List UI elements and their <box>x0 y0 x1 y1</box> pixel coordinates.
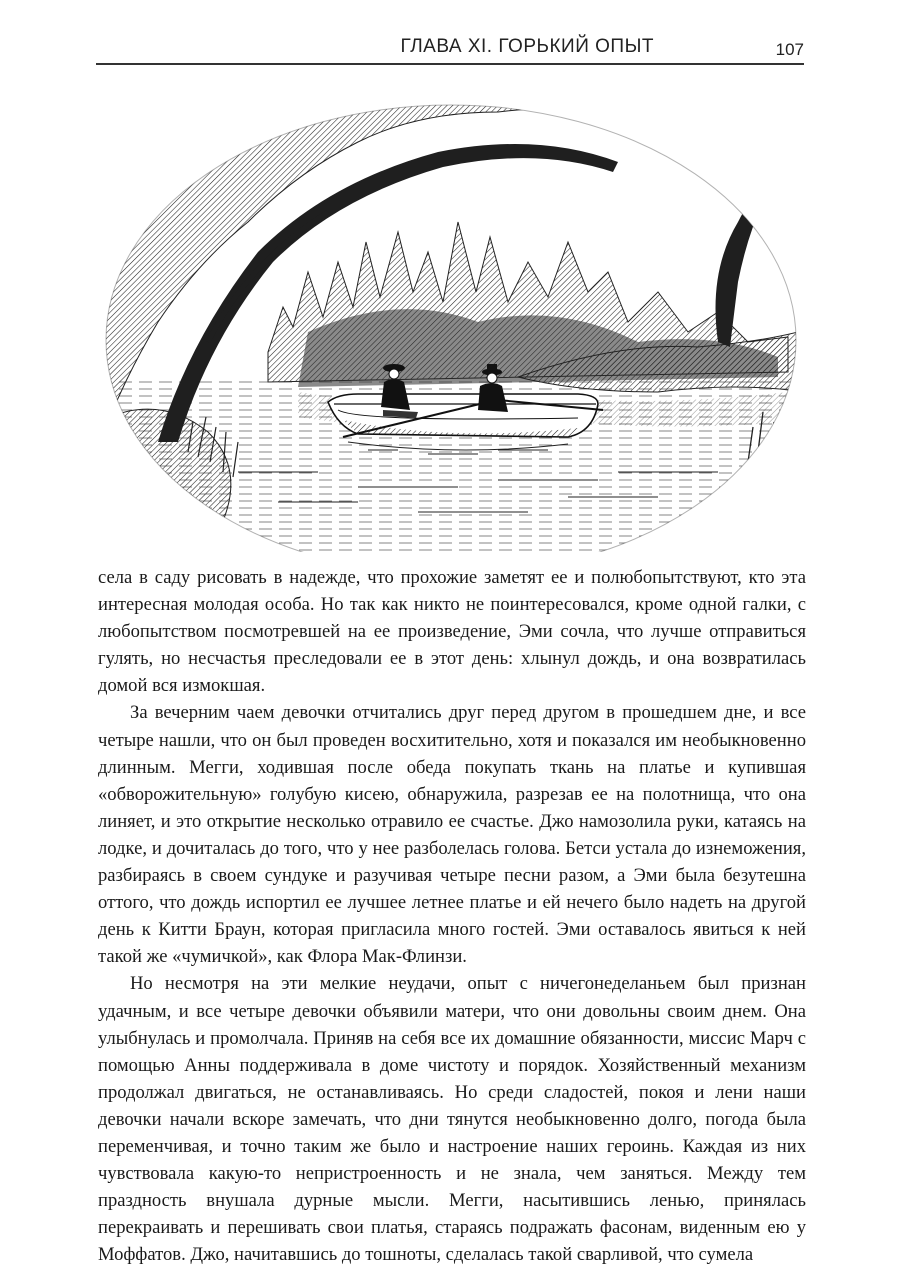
paragraph: За вечерним чаем девочки отчитались друг перед другом в прошедшем дне, и все четыре нашли, что он был проведен восхитительно, хотя и показался им необыкновенно длинным. Мегги, ходившая после обеда покупать ткань на платье и купившая «обворожительную» голубую кисею, обнаружила, разрезав ее на полотнища, что она линяет, и это открытие несколько отравило ее счастье. Джо намозолила руки, катаясь на лодке, и дочиталась до того, что у нее разболелась голова. Бетси устала до изнеможения, разбираясь в своем сундуке и разучивая четыре песни разом, а Эми была безутешна оттого, что дождь испортил ее лучшее летнее платье и ей нечего было надеть на другой день к Китти Браун, которая пригласила много гостей. Эми оставалось явиться к ней такой же «чумичкой», как Флора Мак-Флинзи. <box>98 702 806 968</box>
paragraph: Но несмотря на эти мелкие неудачи, опыт с ничегонеделаньем был признан удачным, и все четыре девочки объявили матери, что они довольны своим днем. Она улыбнулась и промолчала. Приняв на себя все их домашние обязанности, миссис Марч с помощью Анны поддерживала в доме чистоту и порядок. Хозяйственный механизм продолжал двигаться, не останавливаясь. Но среди сладостей, покоя и лени наши девочки начали вскоре замечать, что дни тянутся необыкновенно долго, погода была переменчивая, и точно таким же было и настроение наших героинь. Каждая из них чувствовала какую-то непристроенность и не знала, чем заняться. Между тем праздность внушала дурные мысли. Мегги, насытившись ленью, принялась перекраивать и перешивать свои платья, стараясь подражать фасонам, виденным ею у Моффатов. Джо, начитавшись до тошноты, сделалась такой сварливой, что сумела <box>98 973 806 1266</box>
page-header <box>96 30 804 66</box>
body-text <box>98 564 806 1268</box>
paragraph: села в саду рисовать в надежде, что прохожие заметят ее и полюбопытствуют, кто эта интересная молодая особа. Но так как никто не поинтересовался, кроме одной галки, с любопытством посмотревшей на ее произведение, Эми сочла, что лучше отправиться гулять, но несчастья преследовали ее в этот день: хлынул дождь, и она возвратилась домой вся измокшая. <box>98 567 806 697</box>
engraving-illustration <box>98 92 804 552</box>
engraving-rowboat-icon <box>98 92 804 552</box>
chapter-title: ГЛАВА XI. ГОРЬКИЙ ОПЫТ <box>400 36 654 57</box>
page-number: 107 <box>775 40 804 59</box>
header-rule <box>96 63 804 65</box>
